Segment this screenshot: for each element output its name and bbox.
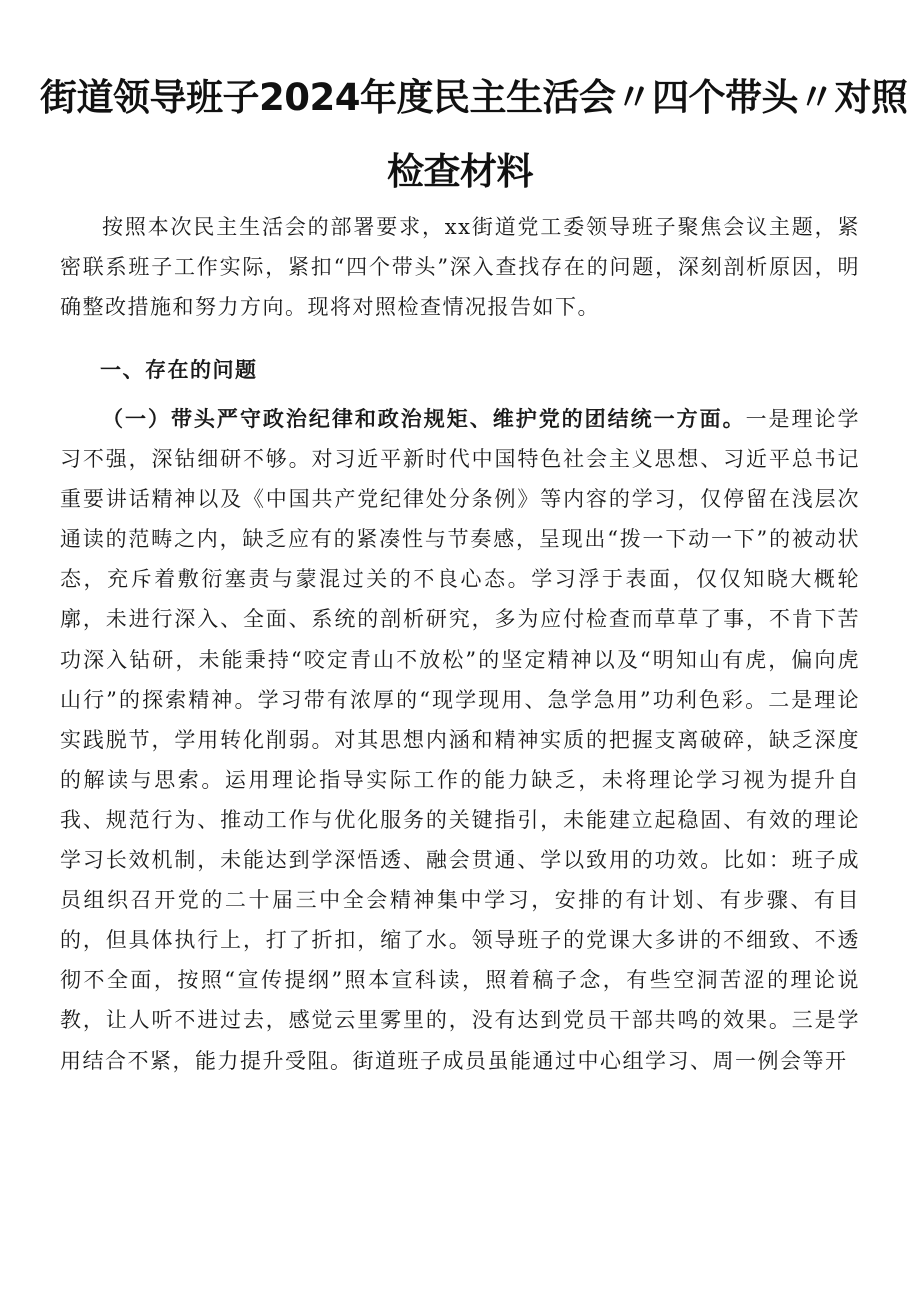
section-heading-problems: 一、存在的问题 (100, 358, 258, 382)
document-title-line-1: 街道领导班子2024年度民主生活会〃四个带头〃对照 (40, 76, 908, 119)
subsection-1-paragraph (60, 399, 860, 1081)
subsection-1-body: 一是理论学习不强，深钻细研不够。对习近平新时代中国特色社会主义思想、习近平总书记重要讲话精神以及《中国共产党纪律处分条例》等内容的学习，仅停留在浅层次通读的范畴之内，缺乏应有的紧凑性与节奏感，呈现出“拨一下动一下”的被动状态，充斥着敷衍塞责与蒙混过关的不良心态。学习浮于表面，仅仅知晓大概轮廓，未进行深入、全面、系统的剖析研究，多为应付检查而草草了事，不肯下苦功深入钻研，未能秉持“咬定青山不放松”的坚定精神以及“明知山有虎，偏向虎山行”的探索精神。学习带有浓厚的“现学现用、急学急用”功利色彩。二是理论实践脱节，学用转化削弱。对其思想内涵和精神实质的把握支离破碎，缺乏深度的解读与思索。运用理论指导实际工作的能力缺乏，未将理论学习视为提升自我、规范行为、推动工作与优化服务的关键指引，未能建立起稳固、有效的理论学习长效机制，未能达到学深悟透、融会贯通、学以致用的功效。比如：班子成员组织召开党的二十届三中全会精神集中学习，安排的有计划、有步骤、有目的，但具体执行上，打了折扣，缩了水。领导班子的党课大多讲的不细致、不透彻不全面，按照“宣传提纲”照本宣科读，照着稿子念，有些空洞苦涩的理论说教，让人听不进过去，感觉云里雾里的，没有达到党员干部共鸣的效果。三是学用结合不紧，能力提升受阻。街道班子成员虽能通过中心组学习、周一例会等开 (60, 407, 860, 1073)
document-title-line-2: 检查材料 (387, 150, 533, 193)
intro-paragraph: 按照本次民主生活会的部署要求，xx街道党工委领导班子聚焦会议主题，紧密联系班子工作实际，紧扣“四个带头”深入查找存在的问题，深刻剖析原因，明确整改措施和努力方向。现将对照检查情况报告如下。 (60, 215, 860, 320)
subsection-1-lead: （一）带头严守政治纪律和政治规矩、维护党的团结统一方面。 (102, 407, 746, 431)
